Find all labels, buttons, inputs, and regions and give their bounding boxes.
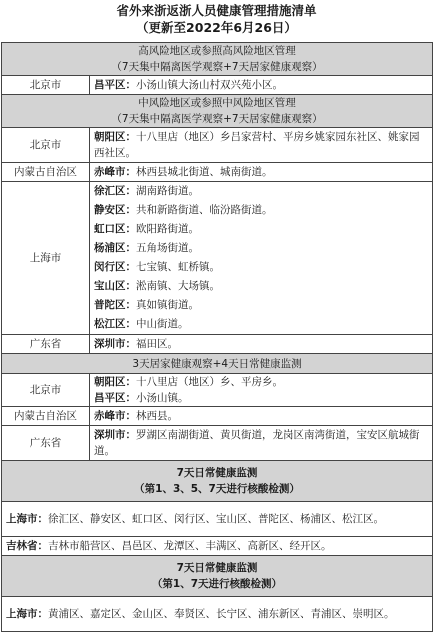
district-label: 虹口区： [94, 223, 136, 235]
list-item [94, 201, 428, 220]
detail-cell [90, 182, 433, 335]
section3-header [2, 354, 433, 374]
table-row [2, 407, 433, 426]
district-label: 朝阳区： [94, 131, 136, 143]
province-label: 上海市： [6, 608, 48, 620]
places-text: 林西县城北街道、城南街道。 [136, 166, 273, 178]
district-label: 深圳市： [94, 429, 136, 441]
region-cell: 内蒙古自治区 [2, 407, 90, 426]
district-label: 昌平区： [94, 79, 136, 91]
section5-heading-line2: （第1、7天进行核酸检测） [151, 578, 283, 590]
detail-cell [90, 426, 433, 461]
region-cell: 北京市 [2, 374, 90, 407]
detail-cell [90, 335, 433, 354]
list-item [94, 258, 428, 277]
list-item [94, 239, 428, 258]
places-text: 林西县。 [136, 410, 178, 422]
detail-cell [90, 76, 433, 95]
district-label: 深圳市： [94, 338, 136, 350]
table-row [2, 597, 433, 632]
region-cell: 上海市 [2, 182, 90, 335]
section4-heading-line2: （第1、3、5、7天进行核酸检测） [134, 483, 300, 495]
places-text: 小汤山镇。 [136, 392, 189, 404]
table-row [2, 335, 433, 354]
table-row [2, 426, 433, 461]
places-text: 欧阳路街道。 [136, 223, 199, 235]
table-row [2, 163, 433, 182]
measures-table [1, 42, 433, 632]
list-item [94, 315, 428, 334]
places-text: 福田区。 [136, 338, 178, 350]
list-item [94, 182, 428, 201]
places-text: 共和新路街道、临汾路街道。 [136, 204, 273, 216]
table-row [2, 76, 433, 95]
detail-cell [2, 537, 433, 556]
table-row [2, 537, 433, 556]
places-text: 淞南镇、大场镇。 [136, 280, 220, 292]
district-label: 杨浦区： [94, 242, 136, 254]
district-label: 赤峰市： [94, 410, 136, 422]
places-text: 十八里店（地区）乡吕家营村、平房乡姚家园东社区、姚家园西社区。 [94, 131, 420, 159]
places-text: 十八里店（地区）乡、平房乡。 [136, 376, 283, 388]
section1-heading-line2: （7天集中隔离医学观察+7天居家健康观察） [111, 61, 323, 73]
detail-cell [2, 597, 433, 632]
section3-heading-line1: 3天居家健康观察+4天日常健康监测 [132, 357, 302, 370]
section5-heading-line1: 7天日常健康监测 [176, 562, 258, 574]
places-text: 中山街道。 [136, 318, 189, 330]
table-row [2, 128, 433, 163]
places-text: 罗湖区南湖街道、黄贝街道，龙岗区南湾街道，宝安区航城街道。 [94, 429, 420, 457]
region-cell: 广东省 [2, 426, 90, 461]
district-label: 宝山区： [94, 280, 136, 292]
document-subtitle: （更新至2022年6月26日） [136, 20, 297, 35]
province-label: 上海市： [6, 513, 48, 525]
list-item [94, 296, 428, 315]
list-item [94, 220, 428, 239]
places-text: 湖南路街道。 [136, 185, 199, 197]
places-text: 真如镇街道。 [136, 299, 199, 311]
district-label: 静安区： [94, 204, 136, 216]
places-text: 吉林市船营区、昌邑区、龙潭区、丰满区、高新区、经开区。 [48, 540, 332, 552]
region-cell: 广东省 [2, 335, 90, 354]
district-label: 昌平区： [94, 392, 136, 404]
table-row [2, 374, 433, 407]
section1-header [2, 43, 433, 76]
section5-header [2, 556, 433, 597]
district-label: 普陀区： [94, 299, 136, 311]
section4-header [2, 461, 433, 502]
section3-heading [2, 354, 433, 374]
places-text: 徐汇区、静安区、虹口区、闵行区、宝山区、普陀区、杨浦区、松江区。 [48, 513, 384, 525]
district-label: 闵行区： [94, 261, 136, 273]
district-label: 徐汇区： [94, 185, 136, 197]
list-item [94, 374, 428, 390]
district-label: 松江区： [94, 318, 136, 330]
section1-heading-line1: 高风险地区或参照高风险地区管理 [138, 45, 296, 57]
region-cell: 北京市 [2, 128, 90, 163]
section5-heading [2, 556, 433, 597]
district-label: 赤峰市： [94, 166, 136, 178]
region-cell: 内蒙古自治区 [2, 163, 90, 182]
detail-cell [90, 128, 433, 163]
section1-heading [2, 43, 433, 76]
detail-cell [90, 163, 433, 182]
places-text: 七宝镇、虹桥镇。 [136, 261, 220, 273]
section4-heading [2, 461, 433, 502]
section2-heading [2, 95, 433, 128]
section2-heading-line1: 中风险地区或参照中风险地区管理 [138, 97, 296, 109]
places-text: 小汤山镇大汤山村双兴苑小区。 [136, 79, 283, 91]
list-item [94, 390, 428, 406]
table-row [2, 502, 433, 537]
places-text: 五角场街道。 [136, 242, 199, 254]
section2-header [2, 95, 433, 128]
section2-heading-line2: （7天集中隔离医学观察+7天居家健康观察） [111, 113, 323, 125]
places-text: 黄浦区、嘉定区、金山区、奉贤区、长宁区、浦东新区、青浦区、崇明区。 [48, 608, 395, 620]
section4-heading-line1: 7天日常健康监测 [176, 467, 258, 479]
document-title: 省外来浙返浙人员健康管理措施清单 [116, 3, 317, 18]
detail-cell [90, 374, 433, 407]
detail-cell [90, 407, 433, 426]
list-item [94, 277, 428, 296]
table-row [2, 182, 433, 335]
province-label: 吉林省： [6, 540, 48, 552]
detail-cell [2, 502, 433, 537]
region-cell: 北京市 [2, 76, 90, 95]
district-label: 朝阳区： [94, 376, 136, 388]
